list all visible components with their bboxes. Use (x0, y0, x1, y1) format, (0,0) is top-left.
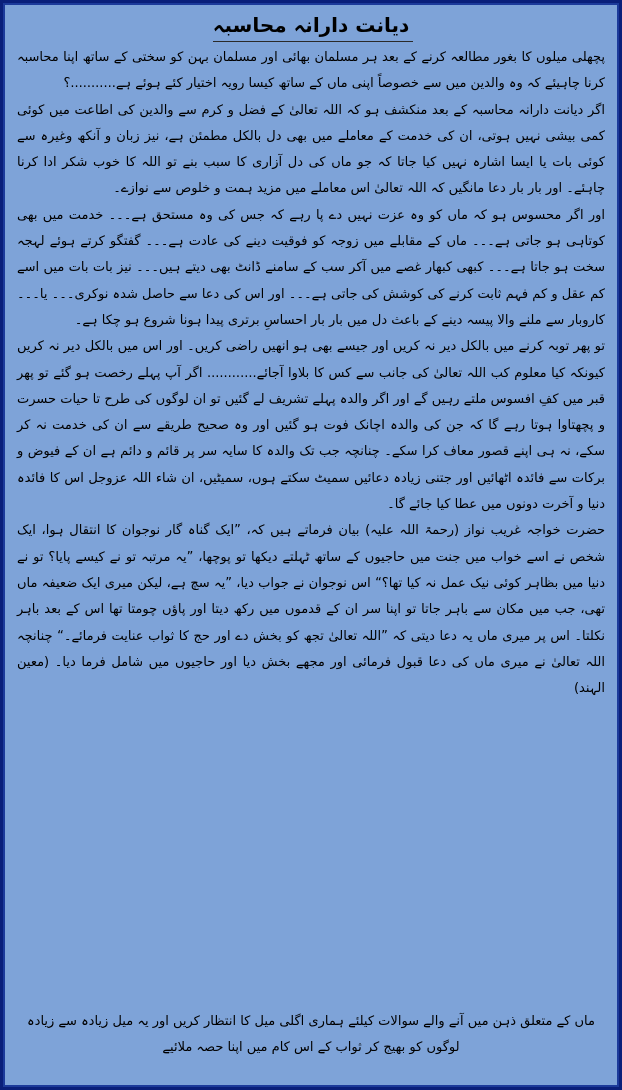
document-page (3, 3, 619, 1087)
paragraph-5: حضرت خواجہ غریب نواز (رحمۃ اللہ علیہ) بیان فرماتے ہیں کہ، ”ایک گناہ گار نوجوان کا انتقال ہوا، ایک شخص نے اسے خواب میں جنت میں حاجیوں کے ساتھ ٹہلتے دیکھا تو پوچھا، ”یہ مرتبہ تو نے کیسے پایا؟ تو نے دنیا میں بظاہر کوئی نیک عمل نہ کیا تھا؟“ اس نوجوان نے جواب دیا، ”یہ سچ ہے، لیکن میری ایک ضعیفہ ماں تھی، جب میں مکان سے باہر جاتا تو اپنا سر ان کے قدموں میں رکھ دیتا اور پاؤں چومتا تھا اس کے بعد باہر نکلتا۔ اس پر میری ماں یہ دعا دیتی کہ ”اللہ تعالیٰ تجھ کو بخش دے اور حج کا ثواب عنایت فرمائے۔“ چنانچہ اللہ تعالیٰ نے میری ماں کی دعا قبول فرمائی اور مجھے بخش دیا اور حاجیوں میں شامل فرما دیا۔ (معین الہند) (17, 523, 605, 697)
article-body (17, 45, 605, 702)
paragraph-2: اگر دیانت دارانہ محاسبہ کے بعد منکشف ہو کہ اللہ تعالیٰ کے فضل و کرم سے والدین کی اطاعت میں کوئی کمی بیشی نہیں ہوتی، ان کی خدمت کے معاملے میں بھی دل بالکل مطمئن ہے، نیز زبان و آنکھ وغیرہ سے کوئی بات یا ایسا اشارہ نہیں کیا جاتا کہ جو ماں کی دل آزاری کا سبب بنے تو اللہ کا خوب شکر ادا کرنا چاہئے۔ اور بار بار دعا مانگیں کہ اللہ تعالیٰ اس معاملے میں مزید ہمت و خلوص سے نوازے۔ (17, 102, 605, 197)
footer-note: ماں کے متعلق ذہن میں آنے والے سوالات کیلئے ہماری اگلی میل کا انتظار کریں اور یہ میل زیادہ سے زیادہ لوگوں کو بھیج کر ثواب کے اس کام میں اپنا حصہ ملائیے (27, 1014, 595, 1055)
paragraph-1: پچھلی میلوں کا بغور مطالعہ کرنے کے بعد ہر مسلمان بھائی اور مسلمان بہن کو سختی کے ساتھ اپنا محاسبہ کرنا چاہیئے کہ وہ والدین میں سے خصوصاً اپنی ماں کے ساتھ کیسا رویہ اختیار کئے ہوئے ہے...........؟ (17, 50, 605, 92)
title-underline (213, 41, 413, 42)
paragraph-3: اور اگر محسوس ہو کہ ماں کو وہ عزت نہیں دے پا رہے کہ جس کی وہ مستحق ہے۔۔۔ خدمت میں بھی کوتاہی ہو جاتی ہے۔۔۔ ماں کے مقابلے میں زوجہ کو فوقیت دینے کی عادت ہے۔۔۔ گفتگو کرتے ہوئے لہجہ سخت ہو جاتا ہے۔۔۔ کبھی کبھار غصے میں آکر سب کے سامنے ڈانٹ بھی دیتے ہیں۔۔۔ نیز بات بات میں اسے کم عقل و کم فہم ثابت کرنے کی کوشش کی جاتی ہے۔۔۔ اور اس کی دعا سے حاصل شدہ نوکری۔۔۔ یا۔۔۔ کاروبار سے ملنے والا پیسہ دینے کے باعث دل میں بار بار احساسِ برتری پیدا ہونا شروع ہو چکا ہے۔ (17, 207, 605, 328)
paragraph-4: تو پھر توبہ کرنے میں بالکل دیر نہ کریں اور جیسے بھی ہو انھیں راضی کریں۔ اور اس میں بالکل دیر نہ کریں کیونکہ کیا معلوم کب اللہ تعالیٰ کی جانب سے کس کا بلاوا آجائے............ اگر آپ پہلے رخصت ہو گئے تو پھر قبر میں کفِ افسوس ملتے رہیں گے اور اگر والدہ پہلے تشریف لے گئیں تو ان لوگوں کی طرح تا حیات حسرت و پچھتاوا ہوتا رہے گا کہ جن کی والدہ اچانک فوت ہو گئیں اور وہ صحیح طریقے سے ان کی خدمت نہ کر سکے، نہ ہی اپنے قصور معاف کرا سکے۔ چنانچہ جب تک والدہ کا سایہ سر پر قائم و دائم ہے ان کے فیوض و برکات سے فائدہ اٹھائیں اور جتنی زیادہ دعائیں سمیٹ سکتے ہوں، سمیٹیں، ان شاء اللہ عزوجل اس کا فائدہ دنیا و آخرت دونوں میں عطا کیا جائے گا۔ (17, 339, 605, 513)
page-title: دیانت دارانہ محاسبہ (212, 13, 410, 37)
